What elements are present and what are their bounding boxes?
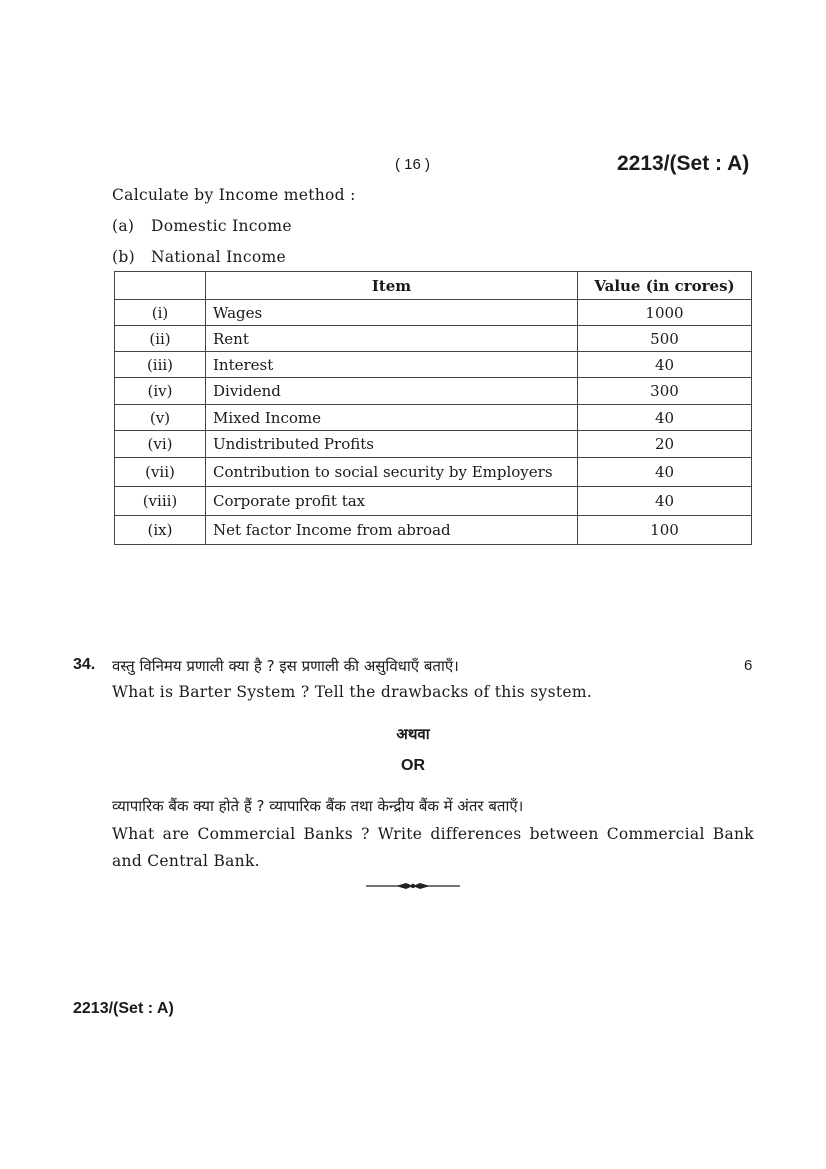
row-value: 40 — [578, 352, 752, 378]
part-b-marker: (b) — [112, 248, 135, 266]
row-sr: (ii) — [115, 326, 206, 352]
row-value: 300 — [578, 378, 752, 405]
set-code-footer: 2213/(Set : A) — [73, 1000, 174, 1017]
header-value: Value (in crores) — [578, 272, 752, 300]
header-sr — [115, 272, 206, 300]
row-item: Dividend — [206, 378, 578, 405]
row-sr: (vii) — [115, 458, 206, 487]
table-row — [115, 405, 752, 431]
row-value: 20 — [578, 431, 752, 458]
question-english: What is Barter System ? Tell the drawbacks of this system. — [112, 683, 593, 701]
row-value: 40 — [578, 405, 752, 431]
part-b-label: National Income — [151, 248, 286, 266]
question-hindi: वस्तु विनिमय प्रणाली क्या है ? इस प्रणाली की असुविधाएँ बताएँ। — [112, 657, 459, 675]
table-header-row — [115, 272, 752, 300]
question-number: 34. — [73, 656, 96, 673]
set-code-header: 2213/(Set : A) — [617, 152, 750, 175]
row-item: Undistributed Profits — [206, 431, 578, 458]
table-row — [115, 516, 752, 545]
row-item: Interest — [206, 352, 578, 378]
row-item: Wages — [206, 300, 578, 326]
row-sr: (vi) — [115, 431, 206, 458]
row-sr: (viii) — [115, 487, 206, 516]
page-number: ( 16 ) — [395, 156, 431, 173]
question-marks: 6 — [744, 657, 753, 674]
row-item: Mixed Income — [206, 405, 578, 431]
row-sr: (iii) — [115, 352, 206, 378]
part-b — [112, 248, 286, 266]
or-english: OR — [401, 757, 425, 774]
row-item: Contribution to social security by Employers — [206, 458, 578, 487]
or-hindi: अथवा — [396, 725, 430, 743]
income-table — [114, 271, 752, 545]
table-row — [115, 431, 752, 458]
table-row — [115, 352, 752, 378]
row-value: 40 — [578, 487, 752, 516]
table-row — [115, 300, 752, 326]
ornament-divider-icon — [366, 880, 460, 892]
row-value: 40 — [578, 458, 752, 487]
table-row — [115, 458, 752, 487]
row-item: Corporate profit tax — [206, 487, 578, 516]
table-row — [115, 326, 752, 352]
alt-question-english: What are Commercial Banks ? Write differences between Commercial Bank and Central Bank. — [112, 825, 754, 870]
row-sr: (iv) — [115, 378, 206, 405]
row-sr: (v) — [115, 405, 206, 431]
row-item: Net factor Income from abroad — [206, 516, 578, 545]
row-sr: (ix) — [115, 516, 206, 545]
row-sr: (i) — [115, 300, 206, 326]
alt-question-hindi: व्यापारिक बैंक क्या होते हैं ? व्यापारिक बैंक तथा केन्द्रीय बैंक में अंतर बताएँ। — [112, 797, 524, 815]
row-value: 1000 — [578, 300, 752, 326]
row-value: 500 — [578, 326, 752, 352]
table-row — [115, 378, 752, 405]
part-a-marker: (a) — [112, 217, 135, 235]
part-a-label: Domestic Income — [151, 217, 292, 235]
row-item: Rent — [206, 326, 578, 352]
header-item: Item — [206, 272, 578, 300]
row-value: 100 — [578, 516, 752, 545]
table-row — [115, 487, 752, 516]
part-a — [112, 217, 292, 235]
instruction-text: Calculate by Income method : — [112, 186, 356, 204]
